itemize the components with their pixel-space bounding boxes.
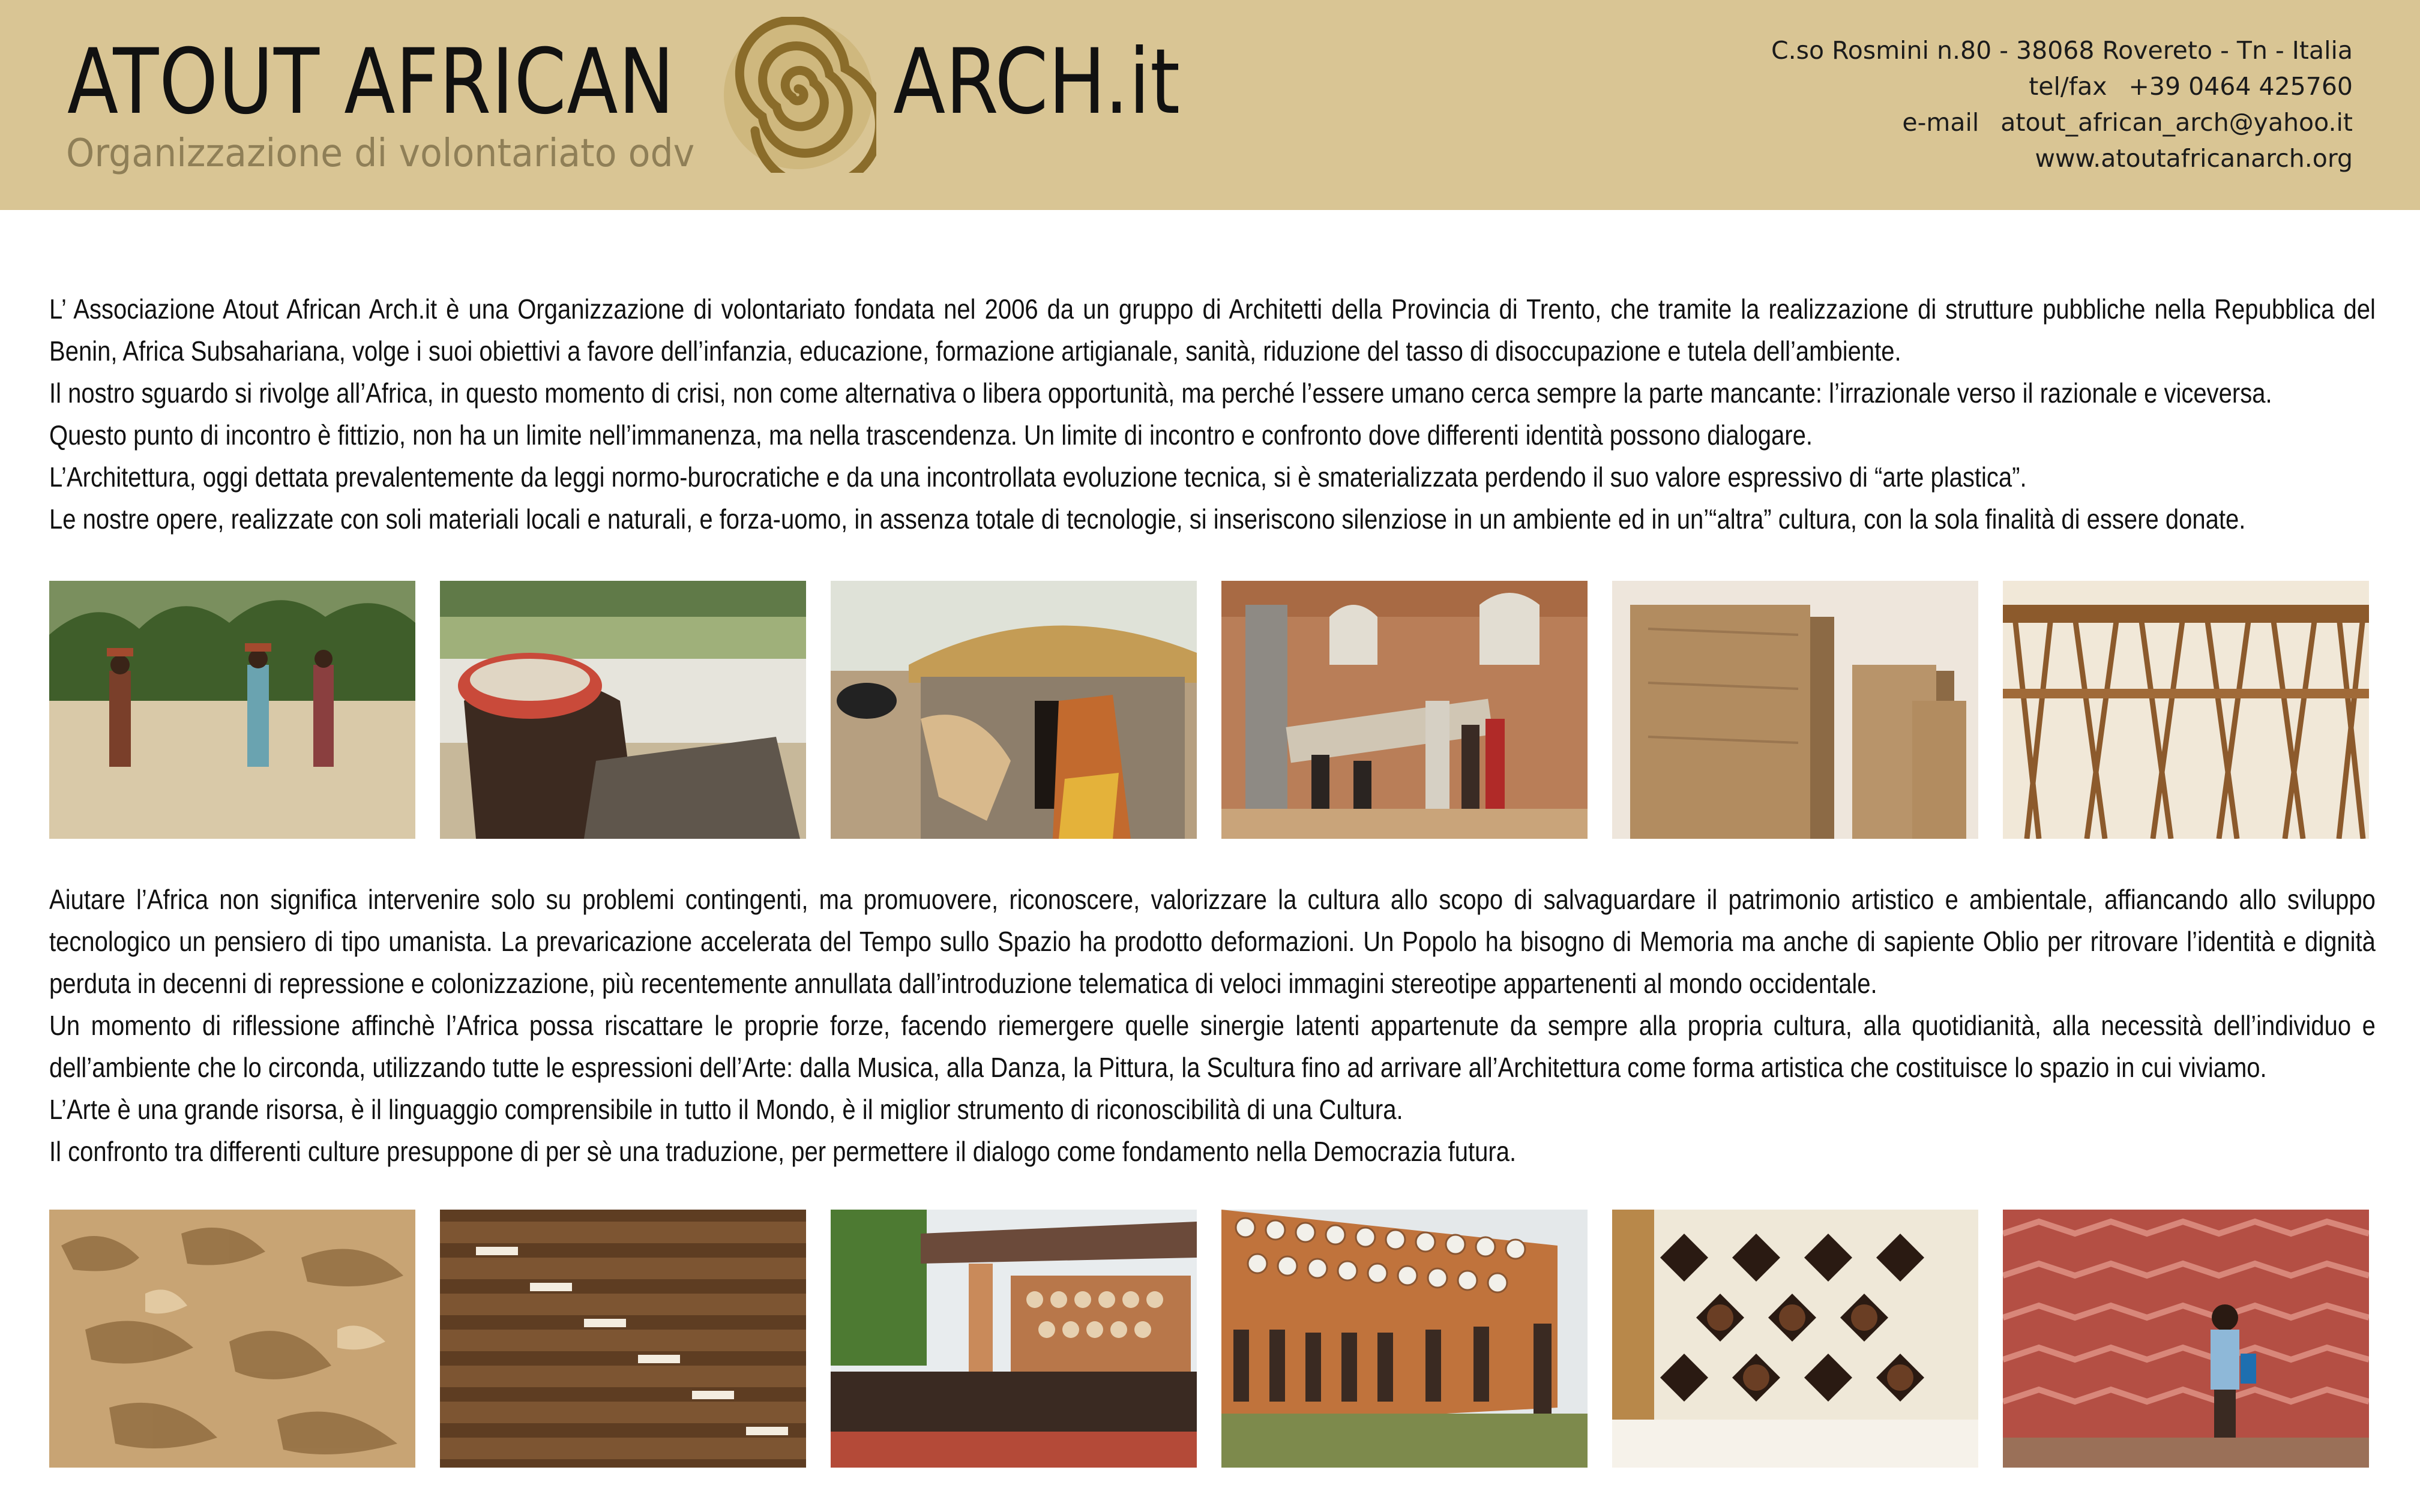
photo-lifting-wooden-frame [1221, 581, 1588, 839]
intro-line: L’Architettura, oggi dettata prevalentemente da leggi normo-burocratiche e da una incontrollata evoluzione tecnica, si è smaterializzata perdendo il suo valore espressivo di “arte plastica”. [49, 461, 2027, 493]
body-line: Un momento di riflessione affinchè l’Africa possa riscattare le proprie forze, facendo riemergere quelle sinergie latenti appartenute da sempre alla propria cultura, alla quotidianità, alla necessità dell’individuo e dell’ambiente che lo circonda, utilizzando tutte le espressioni dell’Arte: dalla Musica, alla Danza, la Pittura, la Scultura fino ad arrivare all’Architettura come forma artistica che costituisce lo spazio in cui viviamo. [49, 1010, 2376, 1083]
photo-women-carrying-bricks [49, 581, 415, 839]
organization-subtitle: Organizzazione di volontariato odv [66, 131, 695, 176]
photo-wooden-scaffolding [2003, 581, 2369, 839]
body-line: Aiutare l’Africa non significa intervenire solo su problemi contingenti, ma promuovere, riconoscere, valorizzare la cultura allo scopo di salvaguardare il patrimonio artistico e ambientale, affiancando allo sviluppo tecnologico un pensiero di tipo umanista. La prevaricazione accelerata del Tempo sullo Spazio ha prodotto deformazioni. Un Popolo ha bisogno di Memoria ma anche di sapiente Oblio per ritrovare l’identità e dignità perduta in decenni di repressione e colonizzazione, più recentemente annullata dall’introduzione telematica di veloci immagini stereotipe appartenenti al mondo occidentale. [49, 884, 2376, 999]
body-line: Il confronto tra differenti culture presuppone di per sè una traduzione, per permettere il dialogo come fondamento nella Democrazia futura. [49, 1136, 1517, 1167]
photo-child-by-zigzag-wall [2003, 1210, 2369, 1468]
photo-building-mud-hut [831, 581, 1197, 839]
intro-paragraph [49, 288, 2376, 540]
photo-school-with-children [831, 1210, 1197, 1468]
brand-name-left: ATOUT AFRICAN [67, 30, 675, 134]
photo-earth-texture [49, 1210, 415, 1468]
email-line [1771, 104, 2353, 140]
photo-worker-with-cap [440, 581, 806, 839]
website-link[interactable]: www.atoutafricanarch.org [2035, 144, 2353, 173]
photo-light-through-wall [440, 1210, 806, 1468]
phone-line [1771, 68, 2353, 104]
photo-children-at-lattice [1612, 1210, 1978, 1468]
brand-name-right: ARCH.it [893, 30, 1181, 134]
phone-label: tel/fax [2029, 72, 2107, 101]
intro-line: Le nostre opere, realizzate con soli materiali locali e naturali, e forza-uomo, in assenza totale di tecnologie, si inseriscono silenziose in un ambiente ed in un’“altra” cultura, con la sola finalità di essere donate. [49, 503, 2246, 535]
intro-line: Il nostro sguardo si rivolge all’Africa, in questo momento di crisi, non come alternativa o libera opportunità, ma perché l’essere umano cerca sempre la parte mancante: l’irrazionale verso il razionale e viceversa. [49, 377, 2272, 409]
spiral-logo-icon [720, 17, 876, 173]
body-line: L’Arte è una grande risorsa, è il linguaggio comprensibile in tutto il Mondo, è il miglior strumento di riconoscibilità di una Cultura. [49, 1094, 1403, 1125]
intro-line: L’ Associazione Atout African Arch.it è una Organizzazione di volontariato fondata nel 2006 da un gruppo di Architetti della Provincia di Trento, che tramite la realizzazione di strutture pubbliche nella Repubblica del Benin, Africa Subsahariana, volge i suoi obiettivi a favore dell’infanzia, educazione, formazione artigianale, sanità, riduzione del tasso di disoccupazione e tutela dell’ambiente. [49, 293, 2376, 367]
header-banner [0, 0, 2420, 210]
email-address[interactable]: atout_african_arch@yahoo.it [2000, 108, 2353, 137]
email-label: e-mail [1902, 108, 1979, 137]
contact-block [1771, 32, 2353, 176]
address: C.so Rosmini n.80 - 38068 Rovereto - Tn - Italia [1771, 36, 2353, 65]
photo-rammed-earth-walls [1612, 581, 1978, 839]
body-paragraph [49, 878, 2376, 1172]
photo-perforated-brick-wall [1221, 1210, 1588, 1468]
phone-number: +39 0464 425760 [2128, 72, 2353, 101]
intro-line: Questo punto di incontro è fittizio, non ha un limite nell’immanenza, ma nella trascendenza. Un limite di incontro e confronto dove differenti identità possono dialogare. [49, 419, 1813, 451]
